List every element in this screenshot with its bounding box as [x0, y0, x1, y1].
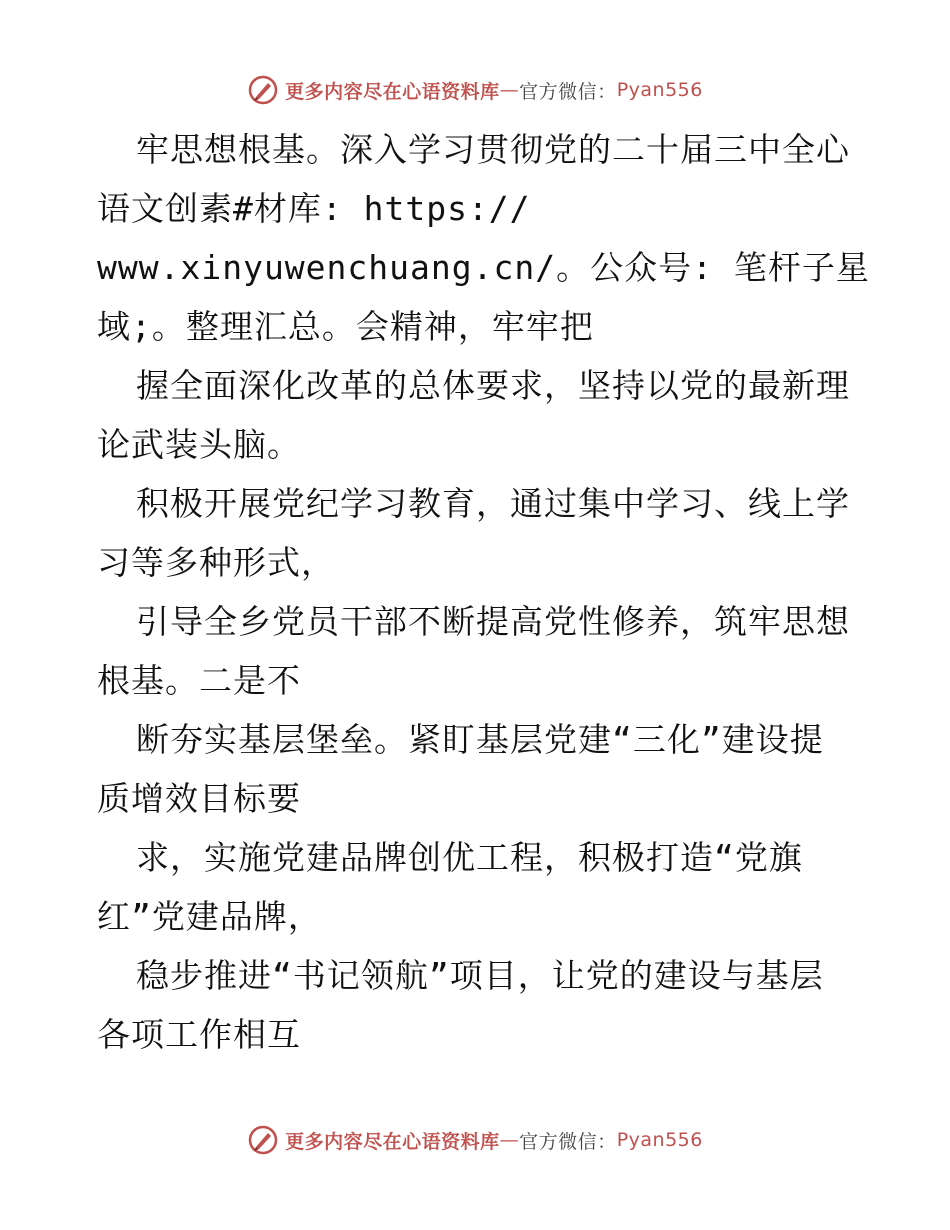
text-line: 求，实施党建品牌创优工程，积极打造“党旗 — [136, 838, 803, 877]
banner-main-text: 更多内容尽在心语资料库 — [285, 80, 500, 103]
text-line: 根基。二是不 — [97, 661, 301, 700]
text-line: 引导全乡党员干部不断提高党性修养，筑牢思想 — [136, 602, 850, 641]
text-line: 牢思想根基。深入学习贯彻党的二十届三中全心 — [136, 130, 850, 169]
text-line: 积极开展党纪学习教育，通过集中学习、线上学 — [136, 484, 850, 523]
banner-main-text: 更多内容尽在心语资料库 — [285, 1130, 500, 1153]
header-banner — [0, 70, 950, 110]
text-line: 断夯实基层堡垒。紧盯基层党建“三化”建设提 — [136, 720, 824, 759]
text-line: 各项工作相互 — [97, 1015, 301, 1054]
document-body — [97, 120, 870, 1064]
pen-logo-icon — [247, 1124, 279, 1156]
text-line: 域;。整理汇总。会精神，牢牢把 — [97, 307, 594, 346]
pen-logo-icon — [247, 74, 279, 106]
text-line: 质增效目标要 — [97, 779, 301, 818]
text-line: 语文创素#材库: https:// — [97, 189, 531, 228]
banner-wechat-id: Pyan556 — [616, 1129, 703, 1151]
text-line: 红”党建品牌， — [97, 897, 322, 936]
text-line: 习等多种形式， — [97, 543, 335, 582]
footer-banner — [0, 1120, 950, 1160]
text-line: www.xinyuwenchuang.cn/。公众号: 笔杆子星 — [97, 248, 870, 287]
text-line: 握全面深化改革的总体要求，坚持以党的最新理 — [136, 366, 850, 405]
banner-wechat-label: 官方微信： — [519, 80, 617, 103]
banner-dash: — — [499, 1129, 520, 1151]
text-line: 稳步推进“书记领航”项目，让党的建设与基层 — [136, 956, 824, 995]
text-line: 论武装头脑。 — [97, 425, 301, 464]
banner-dash: — — [499, 79, 520, 101]
banner-wechat-label: 官方微信： — [519, 1130, 617, 1153]
banner-wechat-id: Pyan556 — [616, 79, 703, 101]
